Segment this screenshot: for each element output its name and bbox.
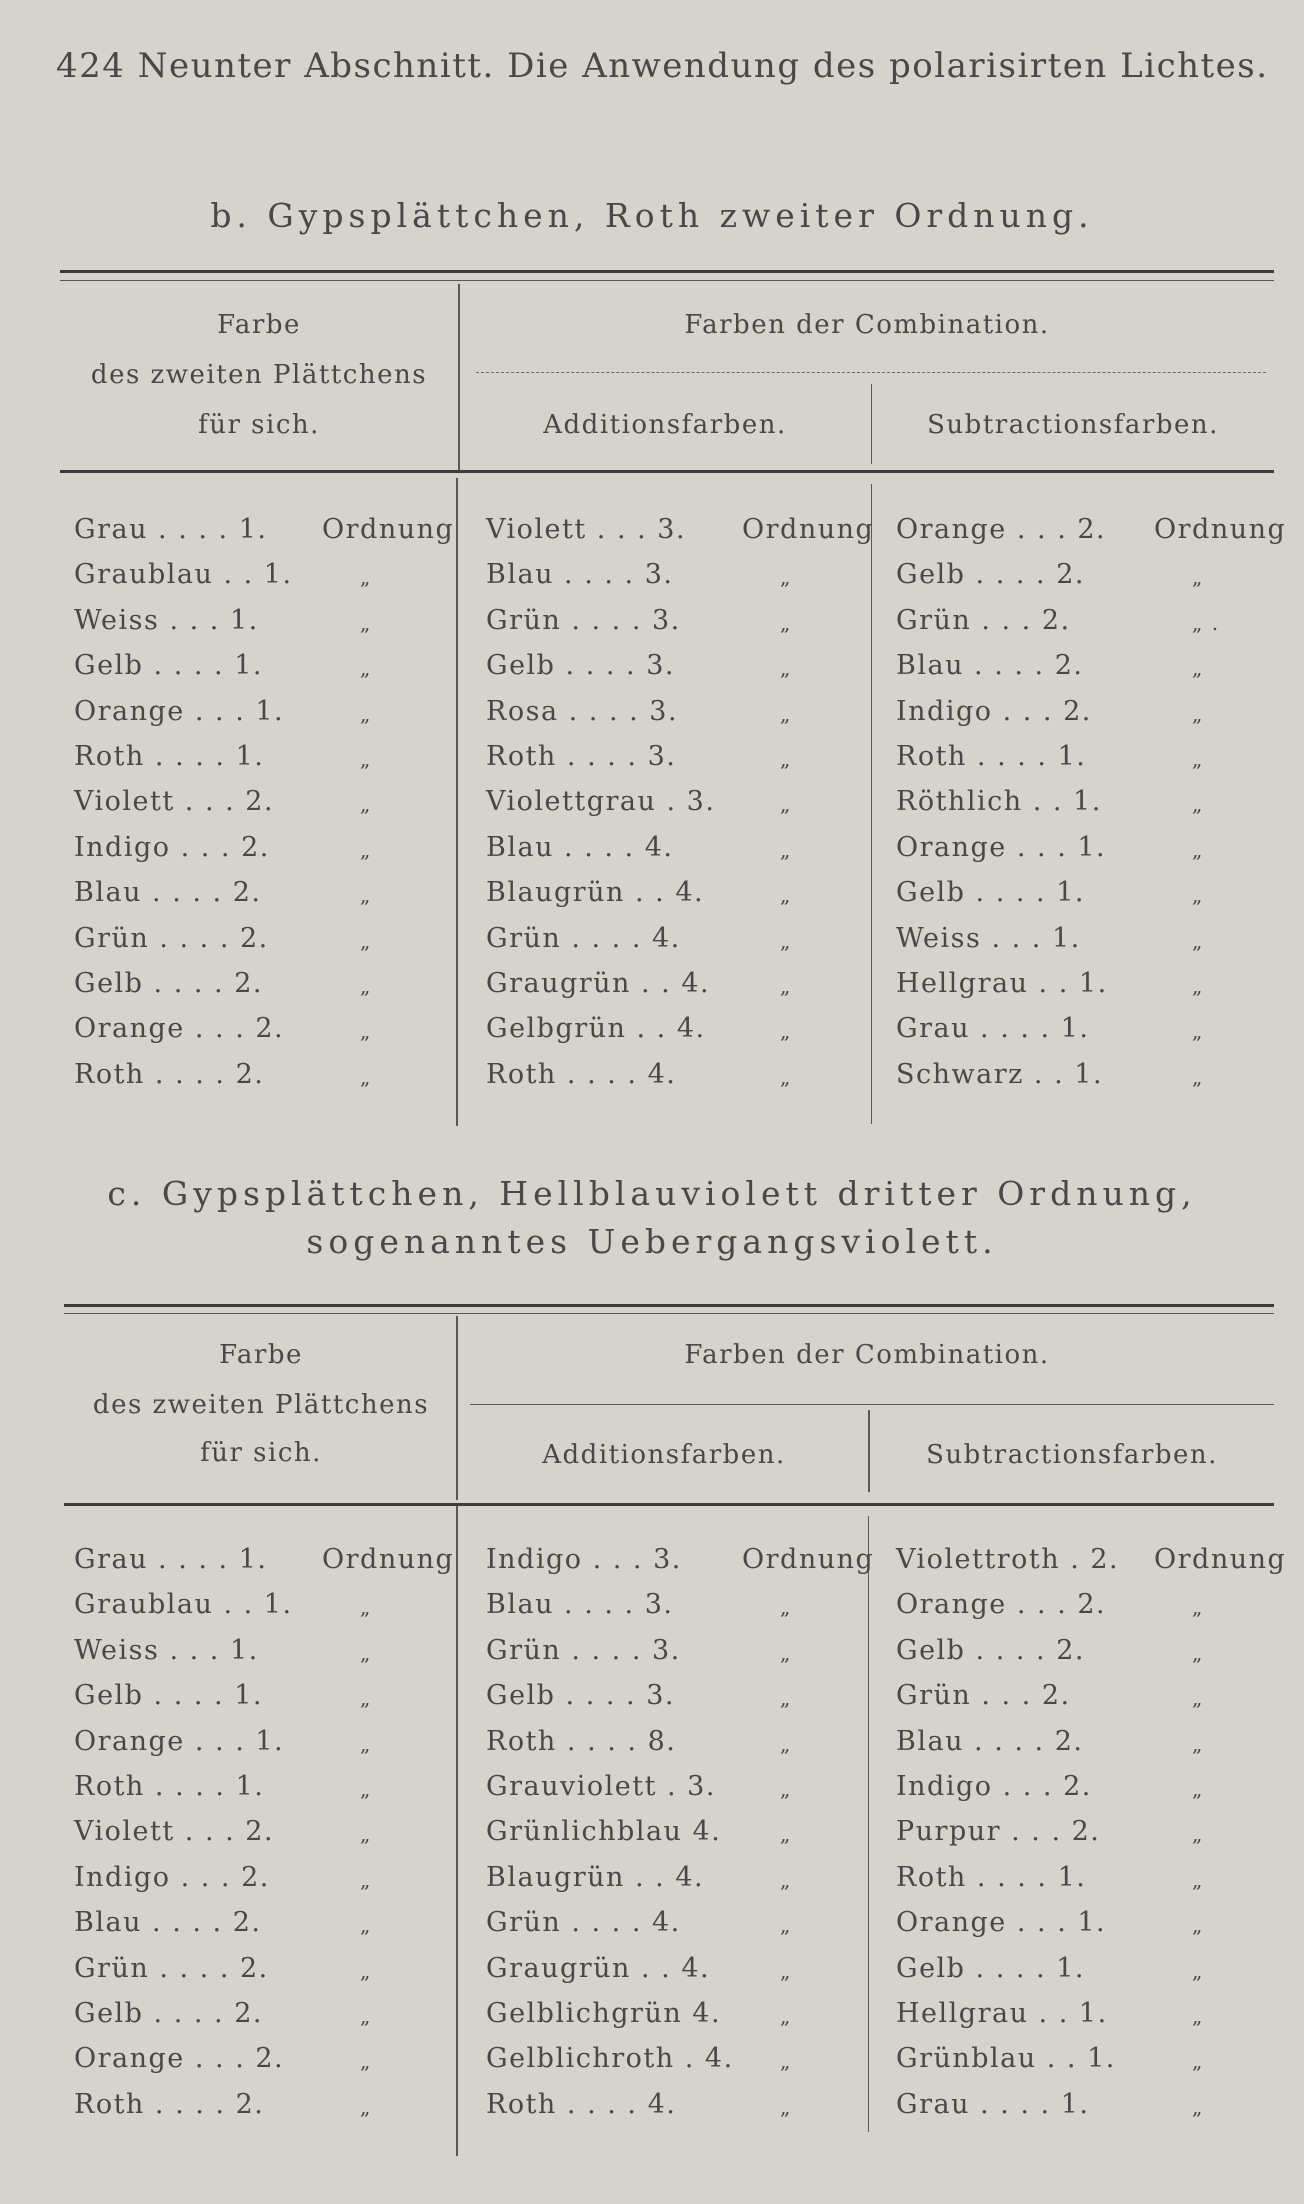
subtraction-cell: Orange . . . 1. xyxy=(896,1907,1107,1939)
order-cell: „ xyxy=(360,701,372,726)
subtraction-cell: Gelb . . . . 1. xyxy=(896,1952,1085,1984)
colour-cell: Roth . . . . 2. xyxy=(74,1058,265,1090)
subtraction-cell: Blau . . . . 2. xyxy=(896,1725,1084,1757)
order-cell: Ordnung xyxy=(322,514,455,545)
order-cell: „ xyxy=(780,1019,792,1044)
table-row xyxy=(0,559,1304,603)
order-cell: „ xyxy=(1192,656,1204,681)
order-cell: „ xyxy=(1192,1822,1204,1847)
colour-cell: Grau . . . . 1. xyxy=(74,514,268,545)
order-cell: „ xyxy=(360,1686,372,1711)
colour-cell: Indigo . . . 2. xyxy=(74,1861,270,1893)
order-cell: „ xyxy=(360,1019,372,1044)
table-b-col1-header-3: für sich. xyxy=(198,410,320,440)
subtraction-cell: Roth . . . . 1. xyxy=(896,1861,1087,1893)
table-row xyxy=(0,923,1304,967)
addition-cell: Graugrün . . 4. xyxy=(486,968,711,999)
order-cell: „ xyxy=(1192,974,1204,998)
order-cell: „ xyxy=(360,974,372,998)
addition-cell: Blau . . . . 4. xyxy=(486,831,674,863)
colour-cell: Gelb . . . . 2. xyxy=(74,968,263,999)
order-cell: „ xyxy=(1192,883,1204,908)
table-b-col2-header: Additionsfarben. xyxy=(543,410,787,440)
colour-cell: Orange . . . 1. xyxy=(74,695,285,727)
order-cell: „ xyxy=(780,610,792,635)
subtraction-cell: Grau . . . . 1. xyxy=(896,1013,1090,1045)
addition-cell: Roth . . . . 3. xyxy=(486,741,677,772)
table-row xyxy=(0,1013,1304,1057)
table-row xyxy=(0,605,1304,649)
subtraction-cell: Orange . . . 2. xyxy=(896,1589,1107,1621)
order-cell: „ xyxy=(1192,565,1204,590)
subtraction-cell: Blau . . . . 2. xyxy=(896,650,1084,682)
order-cell: „ xyxy=(1192,1731,1204,1756)
order-cell: „ xyxy=(780,2004,792,2028)
order-cell: „ xyxy=(780,1686,792,1711)
table-c-header-vline-2 xyxy=(868,1410,870,1492)
table-b-title: b. Gypsplättchen, Roth zweiter Ordnung. xyxy=(210,196,1094,235)
order-cell: „ xyxy=(780,883,792,908)
table-row xyxy=(0,650,1304,694)
order-cell: „ xyxy=(1192,1958,1204,1983)
running-head: 424 Neunter Abschnitt. Die Anwendung des polarisirten Lichtes. xyxy=(56,46,1269,86)
order-cell: „ xyxy=(360,792,372,817)
order-cell: „ xyxy=(1192,1640,1204,1665)
order-cell: „ xyxy=(1192,1867,1204,1892)
order-cell: „ xyxy=(780,1822,792,1847)
addition-cell: Gelbgrün . . 4. xyxy=(486,1013,706,1045)
order-cell: „ xyxy=(780,792,792,817)
table-c-col2-header: Additionsfarben. xyxy=(542,1440,786,1470)
order-cell: „ xyxy=(360,1064,372,1089)
order-cell: „ xyxy=(780,1958,792,1983)
order-cell: Ordnung xyxy=(1154,1544,1287,1575)
order-cell: „ xyxy=(780,2049,792,2074)
table-c-title-line-1: c. Gypsplättchen, Hellblauviolett dritter Ordnung, xyxy=(107,1174,1197,1213)
order-cell: „ xyxy=(360,1822,372,1847)
colour-cell: Grün . . . . 2. xyxy=(74,922,269,954)
colour-cell: Blau . . . . 2. xyxy=(74,1907,262,1939)
subtraction-cell: Röthlich . . 1. xyxy=(896,786,1102,818)
addition-cell: Grün . . . . 3. xyxy=(486,604,681,636)
addition-cell: Grün . . . . 3. xyxy=(486,1634,681,1666)
addition-cell: Blau . . . . 3. xyxy=(486,1589,674,1621)
order-cell: „ xyxy=(780,1777,792,1801)
order-cell: „ xyxy=(360,747,372,771)
subtraction-cell: Hellgrau . . 1. xyxy=(896,968,1108,999)
order-cell: „ xyxy=(1192,1913,1204,1938)
table-row xyxy=(0,741,1304,785)
order-cell: „ xyxy=(360,2049,372,2074)
addition-cell: Blaugrün . . 4. xyxy=(486,1861,705,1893)
order-cell: „ xyxy=(780,1731,792,1756)
table-b-header-rule xyxy=(60,470,1274,473)
table-b-header-vline-2 xyxy=(871,384,872,464)
colour-cell: Blau . . . . 2. xyxy=(74,877,262,909)
order-cell: „ xyxy=(1192,837,1204,862)
table-c-top-rule xyxy=(64,1304,1274,1307)
table-b-top-rule-thin xyxy=(60,280,1274,281)
colour-cell: Grün . . . . 2. xyxy=(74,1952,269,1984)
table-row xyxy=(0,1680,1304,1724)
subtraction-cell: Weiss . . . 1. xyxy=(896,922,1081,954)
table-b-group-header: Farben der Combination. xyxy=(684,310,1050,340)
order-cell: „ xyxy=(1192,1019,1204,1044)
order-cell: „ xyxy=(780,747,792,771)
addition-cell: Roth . . . . 8. xyxy=(486,1725,677,1757)
colour-cell: Orange . . . 1. xyxy=(74,1725,285,1757)
subtraction-cell: Gelb . . . . 2. xyxy=(896,559,1085,591)
table-row xyxy=(0,1544,1304,1588)
colour-cell: Roth . . . . 2. xyxy=(74,2088,265,2120)
colour-cell: Graublau . . 1. xyxy=(74,559,293,591)
table-b-header-divider xyxy=(476,372,1266,373)
table-c-col1-header-3: für sich. xyxy=(200,1438,322,1468)
colour-cell: Weiss . . . 1. xyxy=(74,604,259,636)
table-b-col1-header-1: Farbe xyxy=(217,310,301,340)
order-cell: „ xyxy=(780,928,792,953)
subtraction-cell: Indigo . . . 2. xyxy=(896,695,1092,727)
table-row xyxy=(0,696,1304,740)
addition-cell: Roth . . . . 4. xyxy=(486,2088,677,2120)
subtraction-cell: Schwarz . . 1. xyxy=(896,1058,1104,1090)
table-c-col1-header-2: des zweiten Plättchens xyxy=(92,1390,430,1420)
order-cell: „ xyxy=(780,837,792,862)
order-cell: „ xyxy=(360,565,372,590)
order-cell: „ xyxy=(360,1867,372,1892)
order-cell: „ xyxy=(1192,701,1204,726)
order-cell: Ordnung xyxy=(742,514,875,545)
colour-cell: Orange . . . 2. xyxy=(74,2043,285,2075)
table-c-top-rule-thin xyxy=(64,1313,1274,1314)
order-cell: „ xyxy=(1192,747,1204,771)
order-cell: „ xyxy=(360,1913,372,1938)
order-cell: „ xyxy=(360,2004,372,2028)
order-cell: „ xyxy=(780,974,792,998)
table-b-header-vline xyxy=(458,284,460,472)
order-cell: „ xyxy=(780,656,792,681)
table-c-header-rule xyxy=(64,1503,1274,1506)
addition-cell: Grünlichblau 4. xyxy=(486,1816,722,1848)
order-cell: „ xyxy=(360,928,372,953)
table-row xyxy=(0,514,1304,558)
order-cell: „ xyxy=(1192,2049,1204,2074)
table-c-group-header: Farben der Combination. xyxy=(684,1340,1050,1370)
subtraction-cell: Grün . . . 2. xyxy=(896,1680,1071,1712)
table-b-top-rule xyxy=(60,270,1274,273)
table-row xyxy=(0,786,1304,830)
order-cell: „ xyxy=(360,1731,372,1756)
order-cell: „ xyxy=(780,1064,792,1089)
table-c-title-line-2: sogenanntes Uebergangsviolett. xyxy=(306,1222,998,1261)
order-cell: „ xyxy=(360,1958,372,1983)
order-cell: „ xyxy=(1192,1064,1204,1089)
subtraction-cell: Grau . . . . 1. xyxy=(896,2088,1090,2120)
table-row xyxy=(0,832,1304,876)
table-row xyxy=(0,1059,1304,1103)
addition-cell: Blaugrün . . 4. xyxy=(486,877,705,909)
order-cell: „ xyxy=(780,701,792,726)
table-c-header-divider xyxy=(470,1404,1274,1405)
colour-cell: Violett . . . 2. xyxy=(74,786,275,818)
addition-cell: Grün . . . . 4. xyxy=(486,1907,681,1939)
table-row xyxy=(0,1998,1304,2042)
table-row xyxy=(0,1816,1304,1860)
colour-cell: Weiss . . . 1. xyxy=(74,1634,259,1666)
table-row xyxy=(0,1771,1304,1815)
addition-cell: Grauviolett . 3. xyxy=(486,1771,716,1802)
colour-cell: Roth . . . . 1. xyxy=(74,1771,265,1802)
order-cell: „ xyxy=(360,610,372,635)
colour-cell: Violett . . . 2. xyxy=(74,1816,275,1848)
table-row xyxy=(0,1726,1304,1770)
table-row xyxy=(0,1635,1304,1679)
addition-cell: Violett . . . 3. xyxy=(486,514,687,545)
order-cell: „ xyxy=(1192,1777,1204,1801)
table-c-header-vline xyxy=(456,1316,458,1500)
table-row xyxy=(0,1953,1304,1997)
addition-cell: Graugrün . . 4. xyxy=(486,1952,711,1984)
subtraction-cell: Purpur . . . 2. xyxy=(896,1816,1101,1848)
subtraction-cell: Grünblau . . 1. xyxy=(896,2043,1116,2075)
order-cell: „ xyxy=(360,1777,372,1801)
order-cell: „ xyxy=(1192,2004,1204,2028)
table-b-col3-header: Subtractionsfarben. xyxy=(927,410,1219,440)
addition-cell: Roth . . . . 4. xyxy=(486,1058,677,1090)
subtraction-cell: Hellgrau . . 1. xyxy=(896,1998,1108,2029)
table-row xyxy=(0,877,1304,921)
order-cell: „ xyxy=(360,2094,372,2119)
table-row xyxy=(0,2089,1304,2133)
addition-cell: Gelblichroth . 4. xyxy=(486,2043,734,2075)
colour-cell: Gelb . . . . 1. xyxy=(74,650,263,682)
order-cell: „ xyxy=(780,1640,792,1665)
order-cell: „ xyxy=(360,837,372,862)
table-row xyxy=(0,968,1304,1012)
colour-cell: Indigo . . . 2. xyxy=(74,831,270,863)
order-cell: „ xyxy=(1192,1595,1204,1620)
table-row xyxy=(0,1907,1304,1951)
order-cell: „ xyxy=(360,883,372,908)
subtraction-cell: Indigo . . . 2. xyxy=(896,1771,1092,1802)
addition-cell: Rosa . . . . 3. xyxy=(486,695,679,727)
order-cell: „ xyxy=(360,1640,372,1665)
subtraction-cell: Gelb . . . . 2. xyxy=(896,1634,1085,1666)
colour-cell: Grau . . . . 1. xyxy=(74,1544,268,1575)
order-cell: „ xyxy=(360,1595,372,1620)
table-row xyxy=(0,1589,1304,1633)
order-cell: „ xyxy=(780,1867,792,1892)
table-c-col1-header-1: Farbe xyxy=(219,1340,303,1370)
subtraction-cell: Orange . . . 2. xyxy=(896,514,1107,545)
subtraction-cell: Gelb . . . . 1. xyxy=(896,877,1085,909)
addition-cell: Gelb . . . . 3. xyxy=(486,1680,675,1712)
table-row xyxy=(0,2043,1304,2087)
table-b-col1-header-2: des zweiten Plättchens xyxy=(90,360,428,390)
order-cell: „ xyxy=(780,2094,792,2119)
table-row xyxy=(0,1862,1304,1906)
order-cell: „ xyxy=(360,656,372,681)
addition-cell: Gelblichgrün 4. xyxy=(486,1998,722,2029)
colour-cell: Gelb . . . . 2. xyxy=(74,1998,263,2029)
order-cell: „ . xyxy=(1192,610,1220,635)
addition-cell: Blau . . . . 3. xyxy=(486,559,674,591)
order-cell: „ xyxy=(1192,928,1204,953)
subtraction-cell: Roth . . . . 1. xyxy=(896,741,1087,772)
addition-cell: Indigo . . . 3. xyxy=(486,1544,682,1575)
addition-cell: Gelb . . . . 3. xyxy=(486,650,675,682)
order-cell: „ xyxy=(1192,792,1204,817)
table-c-col3-header: Subtractionsfarben. xyxy=(926,1440,1218,1470)
subtraction-cell: Violettroth . 2. xyxy=(896,1544,1120,1575)
order-cell: „ xyxy=(780,1913,792,1938)
addition-cell: Grün . . . . 4. xyxy=(486,922,681,954)
order-cell: Ordnung xyxy=(1154,514,1287,545)
subtraction-cell: Grün . . . 2. xyxy=(896,604,1071,636)
colour-cell: Orange . . . 2. xyxy=(74,1013,285,1045)
subtraction-cell: Orange . . . 1. xyxy=(896,831,1107,863)
order-cell: „ xyxy=(1192,2094,1204,2119)
colour-cell: Gelb . . . . 1. xyxy=(74,1680,263,1712)
order-cell: Ordnung xyxy=(742,1544,875,1575)
addition-cell: Violettgrau . 3. xyxy=(486,786,716,818)
order-cell: „ xyxy=(780,565,792,590)
order-cell: „ xyxy=(780,1595,792,1620)
colour-cell: Graublau . . 1. xyxy=(74,1589,293,1621)
colour-cell: Roth . . . . 1. xyxy=(74,741,265,772)
order-cell: Ordnung xyxy=(322,1544,455,1575)
order-cell: „ xyxy=(1192,1686,1204,1711)
